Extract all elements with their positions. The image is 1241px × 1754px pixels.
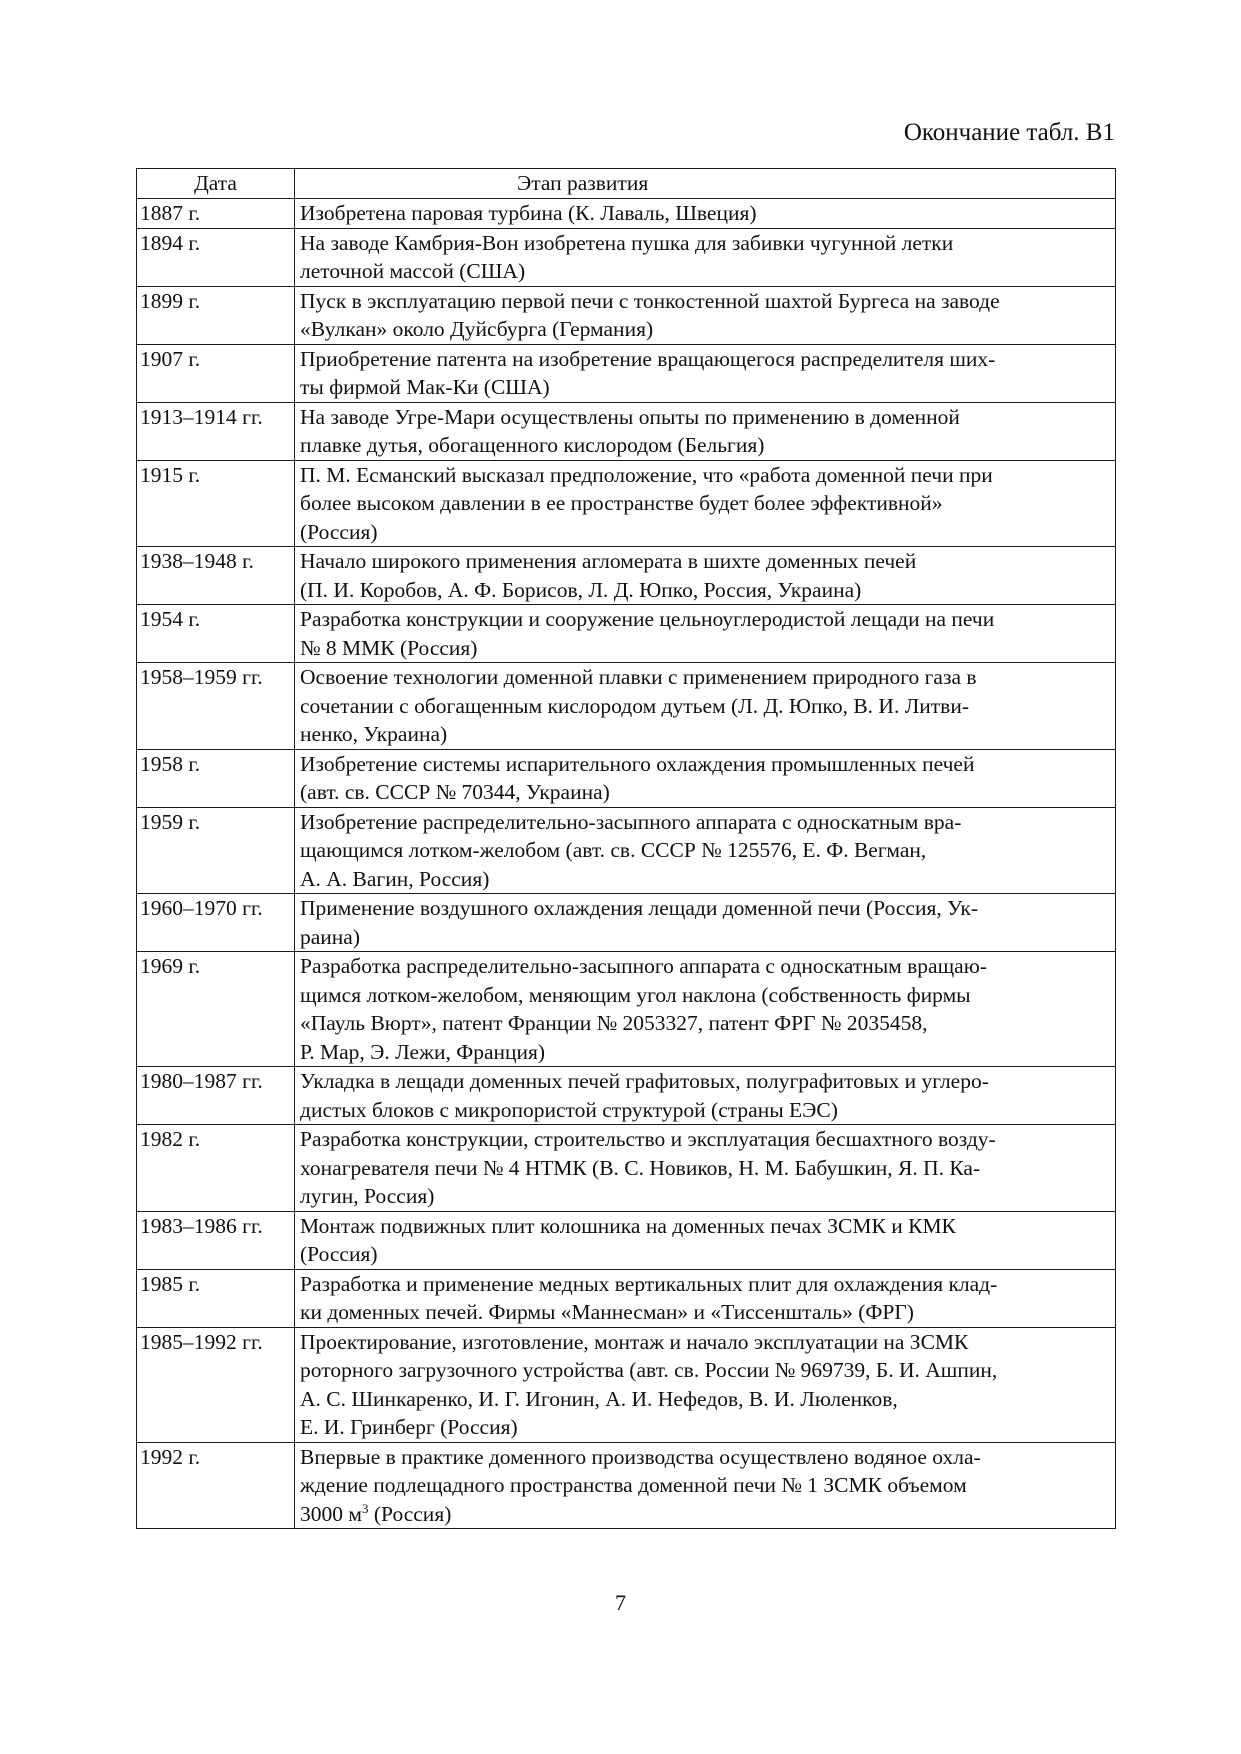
- row-stage: [295, 1211, 1116, 1269]
- stage-line: Проектирование, изготовление, монтаж и начало эксплуатации на ЗСМК: [300, 1329, 969, 1354]
- stage-line: Приобретение патента на изобретение вращающегося распределителя ших-: [300, 346, 996, 371]
- stage-line: более высоком давлении в ее пространстве будет более эффективной»: [300, 491, 943, 515]
- stage-line: На заводе Угре-Мари осуществлены опыты по применению в доменной: [300, 404, 960, 429]
- row-date: 1982 г.: [137, 1125, 295, 1212]
- stage-line: (Россия): [300, 1242, 378, 1266]
- header-date: Дата: [137, 169, 295, 199]
- stage-line: Изобретена паровая турбина (К. Лаваль, Швеция): [300, 201, 757, 225]
- stage-line: А. С. Шинкаренко, И. Г. Игонин, А. И. Нефедов, В. И. Люленков,: [300, 1386, 898, 1411]
- row-stage: [295, 1125, 1116, 1212]
- row-stage: [295, 1327, 1116, 1442]
- stage-line: Укладка в лещади доменных печей графитовых, полуграфитовых и углеро-: [300, 1069, 989, 1093]
- table-header-row: [137, 169, 1116, 199]
- row-date: 1983–1986 гг.: [137, 1211, 295, 1269]
- row-stage: [295, 605, 1116, 663]
- table-row: [137, 749, 1116, 807]
- row-date: 1985–1992 гг.: [137, 1327, 295, 1442]
- row-stage: [295, 1269, 1116, 1327]
- stage-line: Р. Мар, Э. Лежи, Франция): [300, 1039, 546, 1064]
- stage-line: А. А. Вагин, Россия): [300, 866, 490, 891]
- stage-line: Освоение технологии доменной плавки с применением природного газа в: [300, 665, 977, 689]
- row-date: 1913–1914 гг.: [137, 402, 295, 460]
- stage-line: дистых блоков с микропористой структурой (страны ЕЭС): [300, 1097, 838, 1122]
- table-row: [137, 547, 1116, 605]
- table-row: [137, 952, 1116, 1067]
- stage-line: (Россия): [300, 519, 378, 544]
- stage-line: ненко, Украина): [300, 722, 448, 746]
- row-date: 1992 г.: [137, 1442, 295, 1529]
- stage-line: Разработка конструкции, строительство и эксплуатация бесшахтного возду-: [300, 1127, 996, 1151]
- stage-line-text: 3000 м: [300, 1501, 362, 1526]
- stage-line: щающимся лотком-желобом (авт. св. СССР № 125576, Е. Ф. Вегман,: [300, 838, 927, 862]
- row-stage: [295, 952, 1116, 1067]
- table-row: [137, 1211, 1116, 1269]
- row-stage: [295, 547, 1116, 605]
- stage-line: Разработка и применение медных вертикальных плит для охлаждения клад-: [300, 1271, 998, 1296]
- table-row: [137, 199, 1116, 229]
- row-date: 1915 г.: [137, 460, 295, 547]
- development-timeline-table: [136, 168, 1116, 1529]
- table-row: [137, 1125, 1116, 1212]
- row-date: 1960–1970 гг.: [137, 894, 295, 952]
- stage-line: роторного загрузочного устройства (авт. св. России № 969739, Б. И. Ашпин,: [300, 1358, 998, 1382]
- stage-line: Впервые в практике доменного производства осуществлено водяное охла-: [300, 1444, 981, 1469]
- row-stage: [295, 663, 1116, 750]
- stage-line: Пуск в эксплуатацию первой печи с тонкостенной шахтой Бургеса на заводе: [300, 288, 1000, 313]
- table-row: [137, 1067, 1116, 1125]
- stage-line: ки доменных печей. Фирмы «Маннесман» и «Тиссеншталь» (ФРГ): [300, 1300, 914, 1324]
- table-row: [137, 286, 1116, 344]
- stage-line: (П. И. Коробов, А. Ф. Борисов, Л. Д. Юпко, Россия, Украина): [300, 577, 862, 602]
- stage-line: сочетании с обогащенным кислородом дутьем (Л. Д. Юпко, В. И. Литви-: [300, 693, 969, 718]
- row-stage: [295, 199, 1116, 229]
- stage-line: № 8 ММК (Россия): [300, 635, 478, 660]
- row-date: 1959 г.: [137, 807, 295, 894]
- table-row: [137, 1269, 1116, 1327]
- stage-line: Применение воздушного охлаждения лещади доменной печи (Россия, Ук-: [300, 896, 979, 920]
- row-date: 1887 г.: [137, 199, 295, 229]
- table-caption: Окончание табл. В1: [903, 119, 1115, 146]
- row-date: 1980–1987 гг.: [137, 1067, 295, 1125]
- table-row: [137, 663, 1116, 750]
- row-stage: [295, 228, 1116, 286]
- row-date: 1907 г.: [137, 344, 295, 402]
- table-row: [137, 228, 1116, 286]
- table-row: [137, 402, 1116, 460]
- row-date: 1938–1948 г.: [137, 547, 295, 605]
- stage-line: (авт. св. СССР № 70344, Украина): [300, 780, 610, 804]
- stage-line: [300, 1500, 1111, 1529]
- superscript: 3: [361, 1500, 369, 1516]
- stage-line: Разработка распределительно-засыпного аппарата с односкатным вращаю-: [300, 954, 987, 978]
- row-stage: [295, 749, 1116, 807]
- stage-line: На заводе Камбрия-Вон изобретена пушка для забивки чугунной летки: [300, 230, 954, 255]
- row-date: 1958–1959 гг.: [137, 663, 295, 750]
- row-date: 1985 г.: [137, 1269, 295, 1327]
- stage-line: плавке дутья, обогащенного кислородом (Бельгия): [300, 433, 765, 457]
- stage-line-text: (Россия): [368, 1501, 452, 1526]
- row-stage: [295, 286, 1116, 344]
- stage-line: Начало широкого применения агломерата в шихте доменных печей: [300, 549, 917, 573]
- row-date: 1899 г.: [137, 286, 295, 344]
- stage-line: ты фирмой Мак-Ки (США): [300, 375, 550, 399]
- stage-line: лугин, Россия): [300, 1184, 435, 1208]
- header-stage: Этап развития: [295, 169, 1116, 199]
- table-row: [137, 894, 1116, 952]
- stage-line: леточной массой (США): [300, 259, 526, 283]
- stage-line: хонагревателя печи № 4 НТМК (В. С. Новиков, Н. М. Бабушкин, Я. П. Ка-: [300, 1155, 981, 1180]
- stage-line: Изобретение системы испарительного охлаждения промышленных печей: [300, 751, 975, 776]
- stage-line: Монтаж подвижных плит колошника на доменных печах ЗСМК и КМК: [300, 1213, 956, 1238]
- stage-line: «Пауль Вюрт», патент Франции № 2053327, патент ФРГ № 2035458,: [300, 1011, 928, 1035]
- row-date: 1969 г.: [137, 952, 295, 1067]
- stage-line: «Вулкан» около Дуйсбурга (Германия): [300, 317, 654, 341]
- stage-line: щимся лотком-желобом, меняющим угол наклона (собственность фирмы: [300, 982, 971, 1007]
- table-row: [137, 460, 1116, 547]
- row-stage: [295, 344, 1116, 402]
- stage-line: Изобретение распределительно-засыпного аппарата с односкатным вра-: [300, 809, 962, 834]
- page-number: 7: [615, 1590, 626, 1615]
- row-stage: [295, 1442, 1116, 1529]
- stage-line: Е. И. Гринберг (Россия): [300, 1415, 518, 1439]
- table-body: [137, 199, 1116, 1529]
- row-stage: [295, 894, 1116, 952]
- stage-line: П. М. Есманский высказал предположение, что «работа доменной печи при: [300, 462, 993, 487]
- table-row: [137, 807, 1116, 894]
- row-date: 1894 г.: [137, 228, 295, 286]
- stage-line: раина): [300, 924, 361, 949]
- table-row: [137, 1327, 1116, 1442]
- row-stage: [295, 807, 1116, 894]
- row-date: 1954 г.: [137, 605, 295, 663]
- table-row: [137, 605, 1116, 663]
- row-date: 1958 г.: [137, 749, 295, 807]
- table-row: [137, 1442, 1116, 1529]
- table-row: [137, 344, 1116, 402]
- stage-line: Разработка конструкции и сооружение цельноуглеродистой лещади на печи: [300, 607, 995, 631]
- row-stage: [295, 1067, 1116, 1125]
- stage-line: ждение подлещадного пространства доменной печи № 1 ЗСМК объемом: [300, 1473, 967, 1497]
- row-stage: [295, 460, 1116, 547]
- row-stage: [295, 402, 1116, 460]
